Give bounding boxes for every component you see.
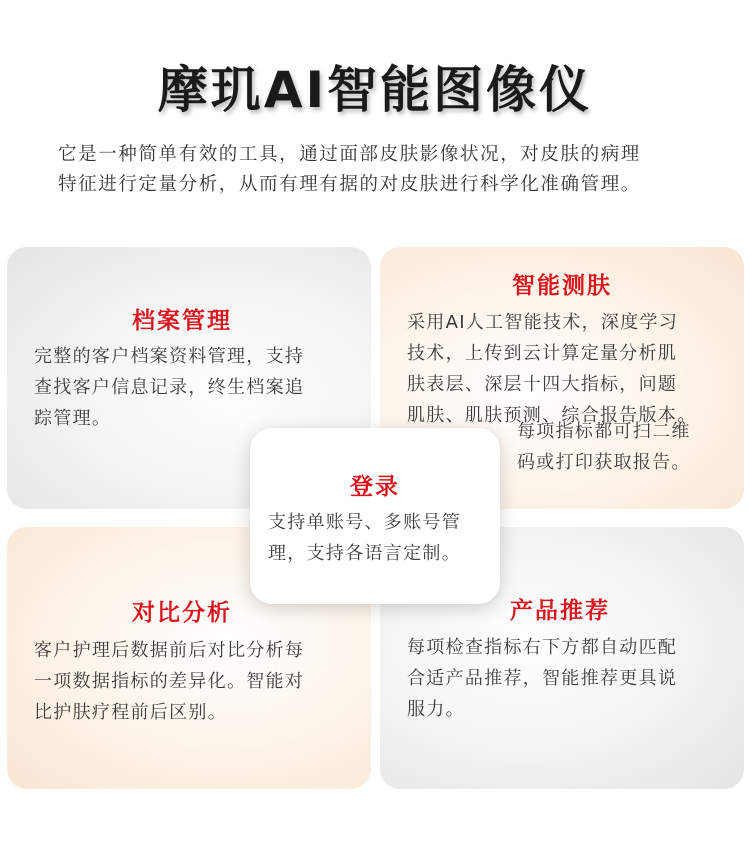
card-title: 对比分析 bbox=[132, 600, 232, 626]
card-login bbox=[250, 428, 500, 604]
card-description bbox=[268, 507, 461, 569]
card-text-line: 肤表层、深层十四大指标，问题 bbox=[407, 374, 678, 395]
card-title: 智能测肤 bbox=[512, 273, 612, 299]
card-description bbox=[34, 341, 304, 434]
page-title: 摩玑AI智能图像仪 bbox=[157, 61, 593, 119]
card-title: 产品推荐 bbox=[510, 598, 610, 624]
card-text-line: 一项数据指标的差异化。智能对 bbox=[34, 671, 305, 692]
card-text-line: 客户护理后数据前后对比分析每 bbox=[34, 640, 305, 661]
card-description bbox=[407, 307, 697, 431]
card-text-line: 合适产品推荐，智能推荐更具说 bbox=[407, 668, 678, 689]
card-text-line: 技术，上传到云计算定量分析肌 bbox=[407, 343, 678, 364]
card-text-line: 每项指标都可扫二维 bbox=[517, 421, 691, 442]
card-text-line: 码或打印获取报告。 bbox=[517, 452, 691, 473]
card-text-line: 服力。 bbox=[407, 699, 465, 720]
card-text-line: 踪管理。 bbox=[34, 408, 112, 429]
intro-line: 特征进行定量分析，从而有理有据的对皮肤进行科学化准确管理。 bbox=[58, 174, 641, 195]
card-description bbox=[407, 632, 677, 725]
card-text-line: 每项检查指标右下方都自动匹配 bbox=[407, 637, 678, 658]
intro-text bbox=[58, 140, 708, 200]
card-text-line: 采用AI人工智能技术，深度学习 bbox=[407, 312, 679, 333]
card-text-line: 支持单账号、多账号管 bbox=[268, 512, 461, 533]
card-title: 登录 bbox=[350, 474, 400, 500]
card-text-line: 肌肤、肌肤预测、综合报告版本。 bbox=[407, 405, 697, 426]
card-text-line: 查找客户信息记录，终生档案追 bbox=[34, 377, 305, 398]
card-text-line: 比护肤疗程前后区别。 bbox=[34, 702, 227, 723]
intro-line: 它是一种简单有效的工具，通过面部皮肤影像状况，对皮肤的病理 bbox=[58, 144, 641, 165]
card-description-extra bbox=[517, 416, 691, 478]
card-title: 档案管理 bbox=[132, 308, 232, 334]
card-description bbox=[34, 635, 304, 728]
card-text-line: 理，支持各语言定制。 bbox=[268, 543, 461, 564]
card-text-line: 完整的客户档案资料管理，支持 bbox=[34, 346, 305, 367]
